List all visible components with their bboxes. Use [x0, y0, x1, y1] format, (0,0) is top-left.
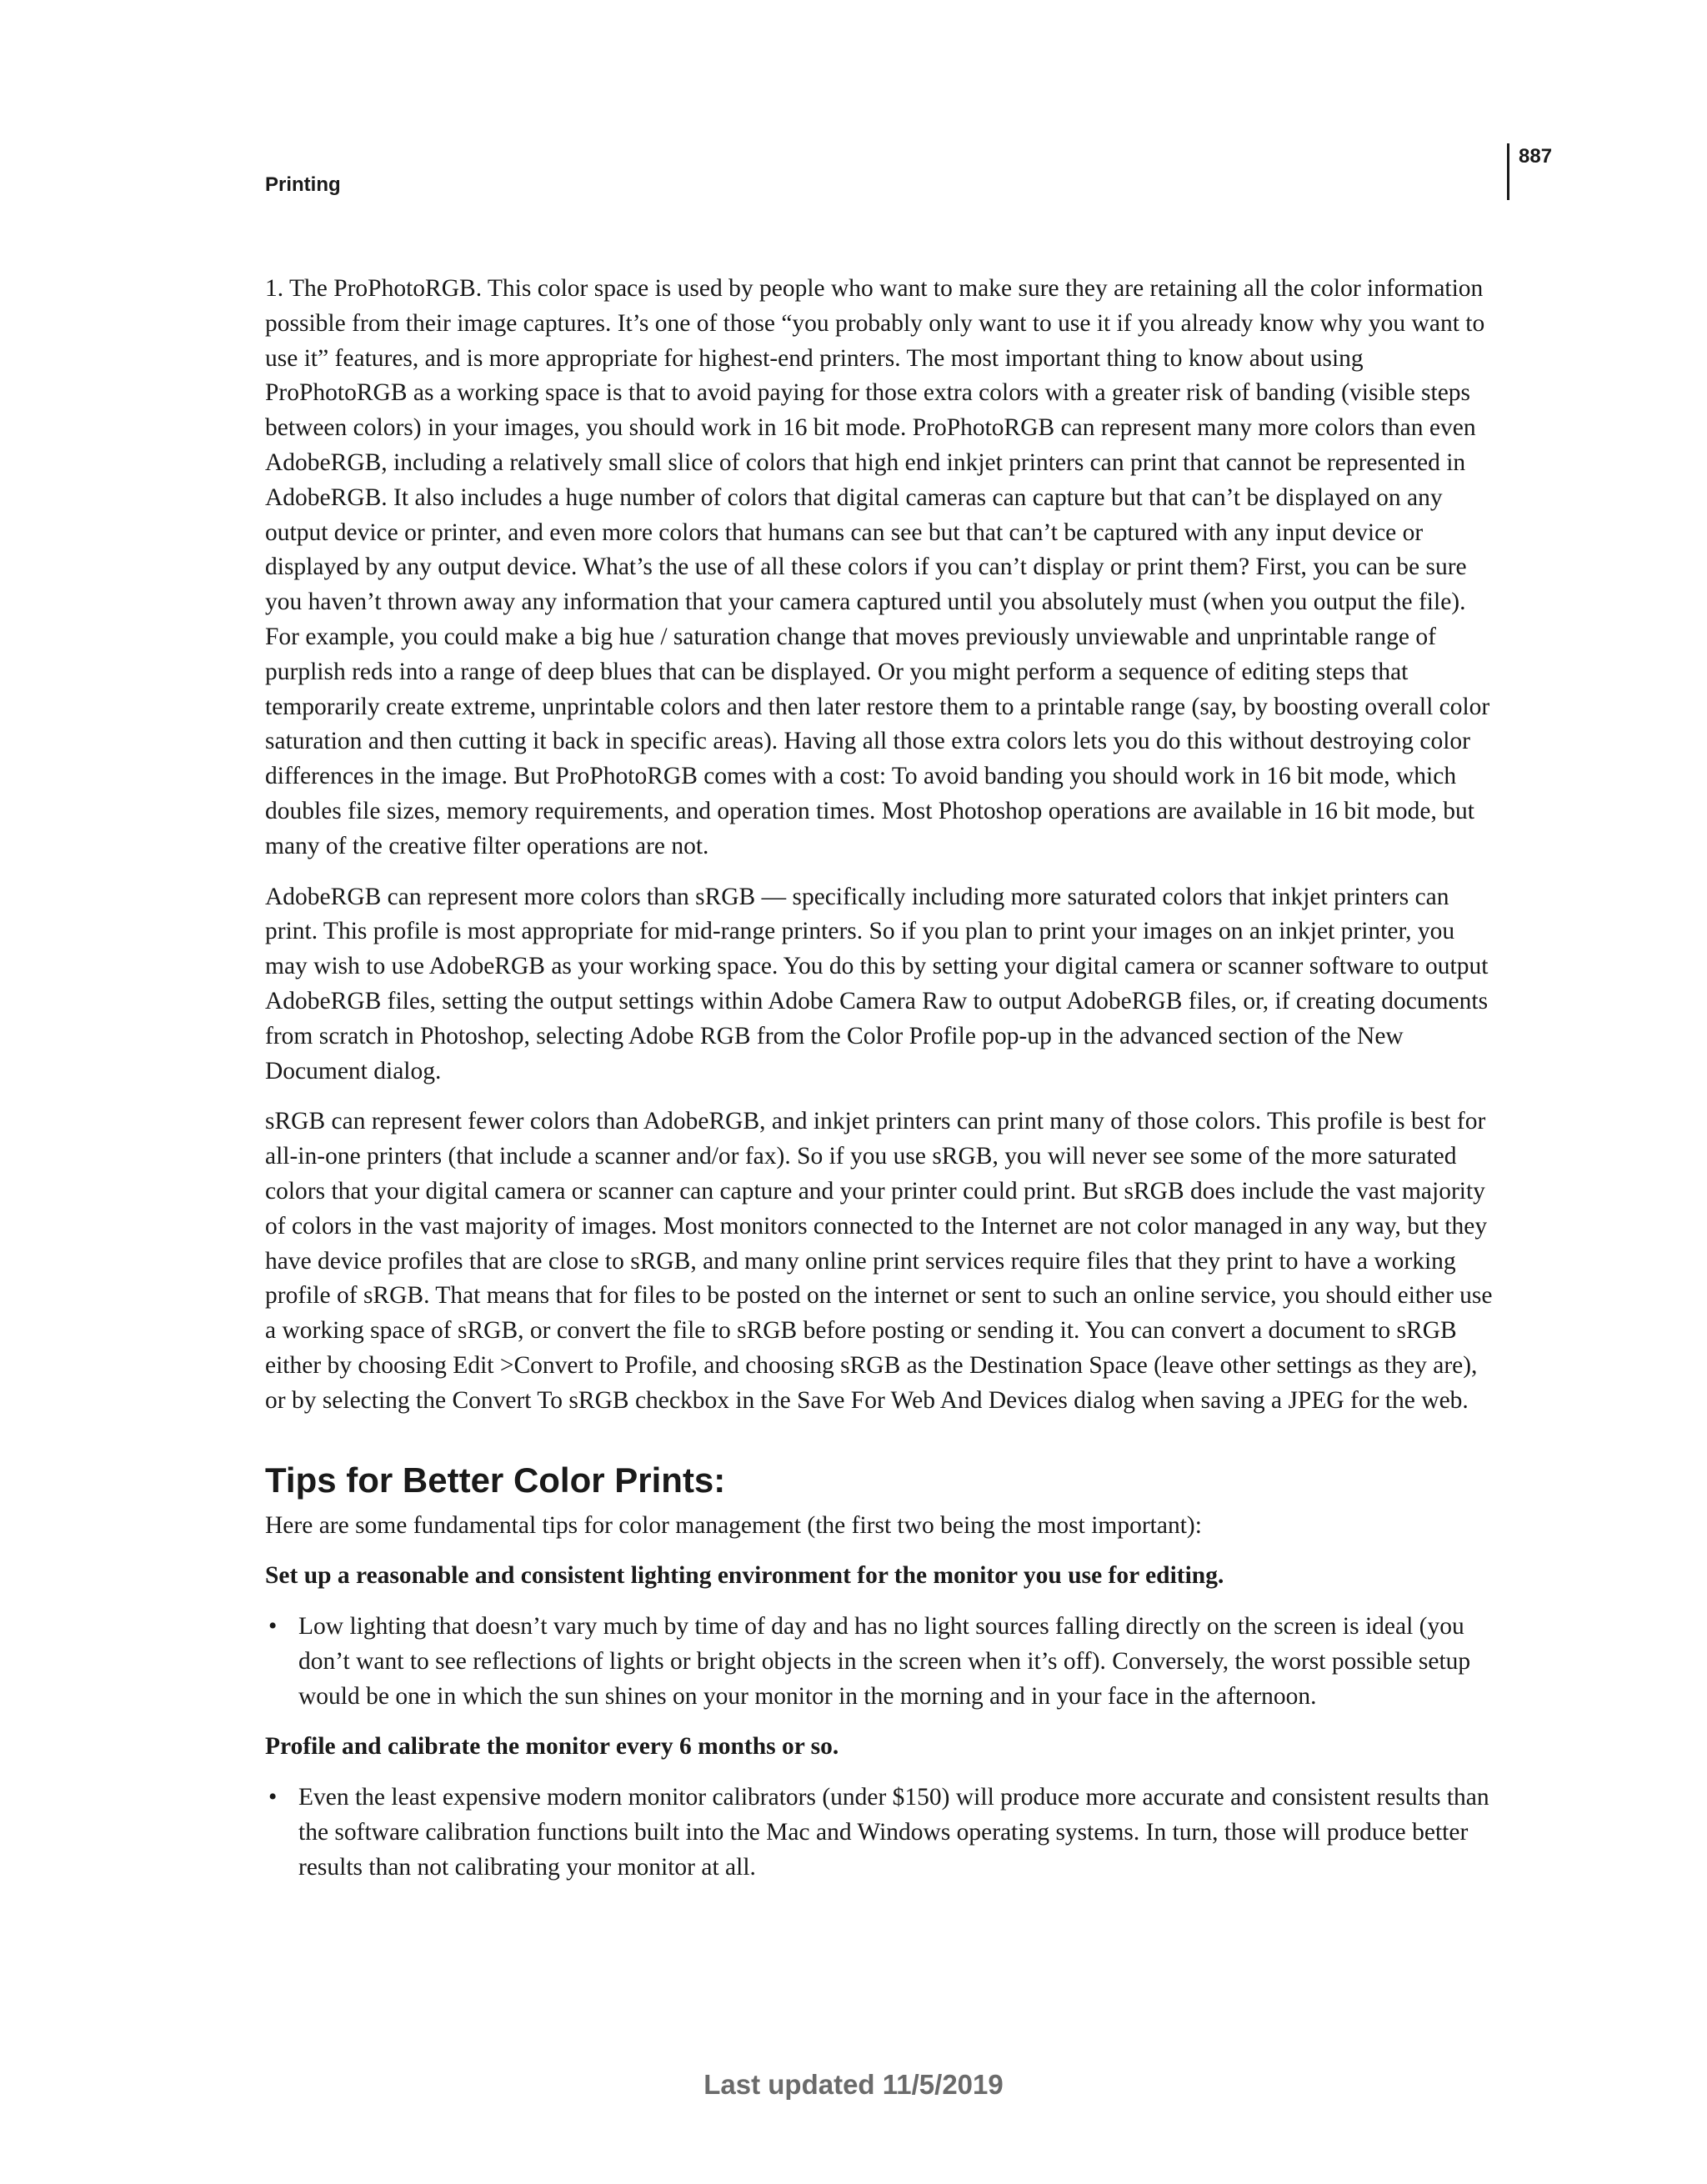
tip-title-calibrate: Profile and calibrate the monitor every 6 months or so.: [265, 1733, 839, 1761]
footer-last-updated: Last updated 11/5/2019: [703, 2069, 1004, 2100]
list-item: [265, 1610, 1499, 1714]
tip-title-lighting: Set up a reasonable and consistent lighting environment for the monitor you use for editing.: [265, 1562, 1224, 1590]
running-header: Printing: [265, 173, 341, 196]
paragraph-prophotorgb: 1. The ProPhotoRGB. This color space is used by people who want to make sure they are retaining all the color information possible from their image captures. It’s one of those “you probably only want to use it if you already know why you want to use it” features, and is more appropriate for highest-end printers. The most important thing to know about using ProPhotoRGB as a working space is that to avoid paying for those extra colors with a greater risk of banding (visible steps between colors) in your images, you should work in 16 bit mode. ProPhotoRGB can represent many more colors than even AdobeRGB, including a relatively small slice of colors that high end inkjet printers can print that cannot be represented in AdobeRGB. It also includes a huge number of colors that digital cameras can capture but that can’t be displayed on any output device or printer, and even more colors that humans can see but that can’t be captured with any input device or displayed by any output device. What’s the use of all these colors if you can’t display or print them? First, you can be sure you haven’t thrown away any information that your camera captured until you absolutely must (when you output the file). For example, you could make a big hue / saturation change that moves previously unviewable and unprintable range of purplish reds into a range of deep blues that can be displayed. Or you might perform a sequence of editing steps that temporarily create extreme, unprintable colors and then later restore them to a printable range (say, by boosting overall color saturation and then cutting it back in specific areas). Having all those extra colors lets you do this without destroying color differences in the image. But ProPhotoRGB comes with a cost: To avoid banding you should work in 16 bit mode, which doubles file sizes, memory requirements, and operation times. Most Photoshop operations are available in 16 bit mode, but many of the creative filter operations are not.: [265, 275, 1490, 859]
section-heading-tips: Tips for Better Color Prints:: [265, 1460, 726, 1500]
bullet-text: Even the least expensive modern monitor calibrators (under $150) will produce more accurate and consistent results than the software calibration functions built into the Mac and Windows operating systems. In turn, those will produce better results than not calibrating your monitor at all.: [298, 1784, 1489, 1881]
paragraph-adobergb: AdobeRGB can represent more colors than sRGB — specifically including more saturated colors that inkjet printers can print. This profile is most appropriate for mid-range printers. So if you plan to print your images on an inkjet printer, you may wish to use AdobeRGB as your working space. You do this by setting your digital camera or scanner software to output AdobeRGB files, setting the output settings within Adobe Camera Raw to output AdobeRGB files, or, if creating documents from scratch in Photoshop, selecting Adobe RGB from the Color Profile pop-up in the advanced section of the New Document dialog.: [265, 883, 1489, 1084]
page-number-rule: [1507, 143, 1509, 200]
paragraph-srgb: sRGB can represent fewer colors than AdobeRGB, and inkjet printers can print many of those colors. This profile is best for all-in-one printers (that include a scanner and/or fax). So if you use sRGB, you will never see some of the more saturated colors that your digital camera or scanner can capture and your printer could print. But sRGB does include the vast majority of colors in the vast majority of images. Most monitors connected to the Internet are not color managed in any way, but they have device profiles that are close to sRGB, and many online print services require files that they print to have a working profile of sRGB. That means that for files to be posted on the internet or sent to such an online service, you should either use a working space of sRGB, or convert the file to sRGB before posting or sending it. You can convert a document to sRGB either by choosing Edit >Convert to Profile, and choosing sRGB as the Destination Space (leave other settings as they are), or by selecting the Convert To sRGB checkbox in the Save For Web And Devices dialog when saving a JPEG for the web.: [265, 1108, 1493, 1414]
bullet-icon: •: [268, 1613, 278, 1641]
bullet-text: Low lighting that doesn’t vary much by time of day and has no light sources falling directly on the screen is ideal (you don’t want to see reflections of lights or bright objects in the screen when it’s off). Conversely, the worst possible setup would be one in which the sun shines on your monitor in the morning and in your face in the afternoon.: [298, 1613, 1471, 1710]
page-number: 887: [1519, 145, 1553, 168]
bullet-icon: •: [268, 1784, 278, 1811]
body-text: [265, 272, 1499, 1901]
tips-intro: Here are some fundamental tips for color management (the first two being the most important):: [265, 1511, 1202, 1539]
list-item: [265, 1781, 1499, 1885]
